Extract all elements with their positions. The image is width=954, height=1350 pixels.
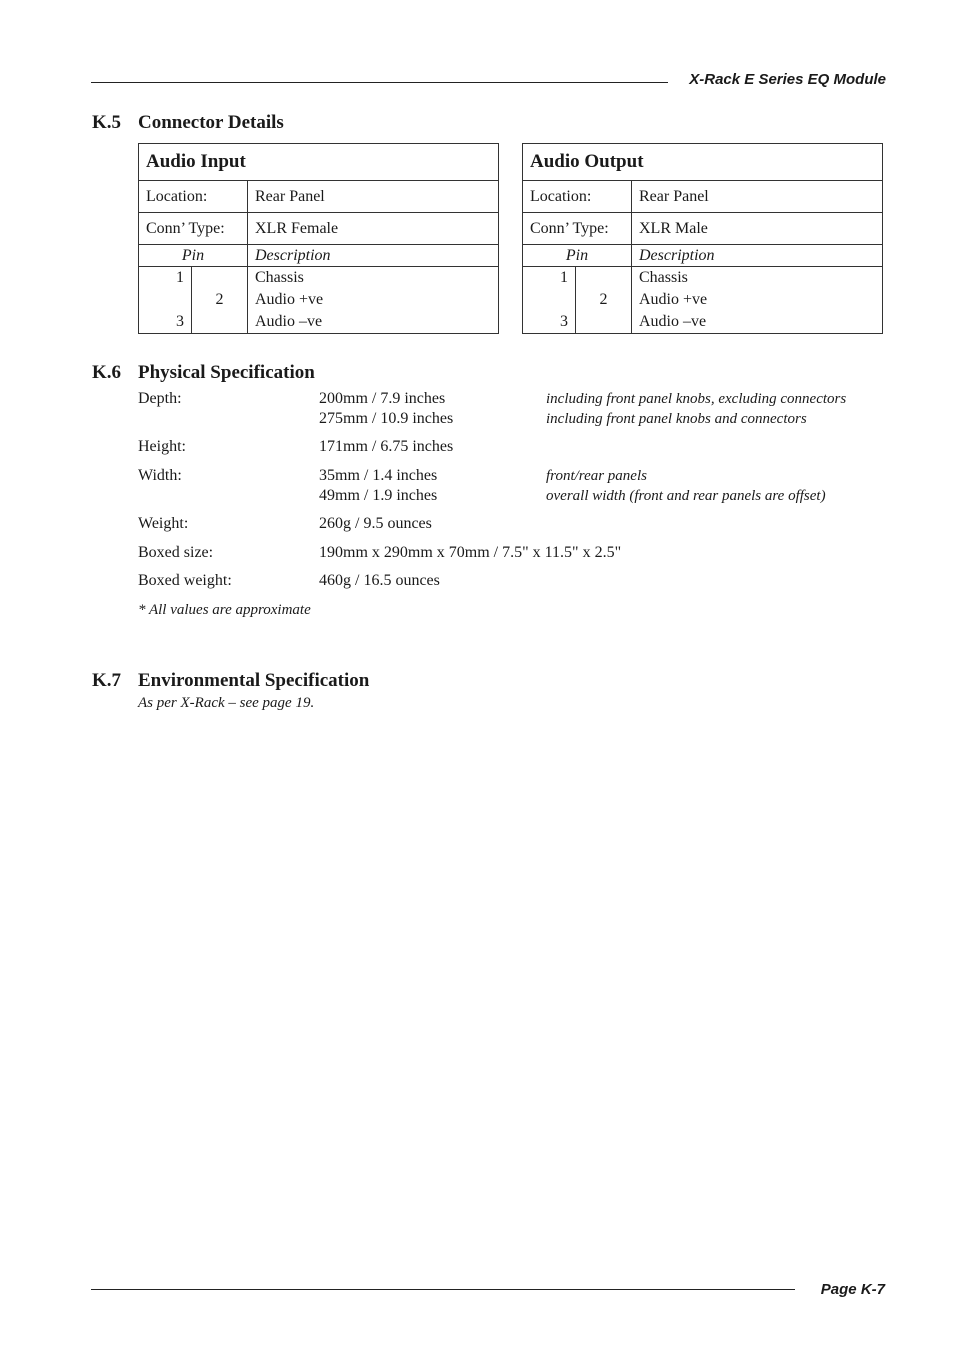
- description-header: Description: [632, 245, 883, 267]
- conn-type-value: XLR Female: [248, 213, 499, 245]
- spec-note: including front panel knobs and connectors: [546, 411, 807, 427]
- audio-output-title: Audio Output: [523, 144, 883, 181]
- spec-value: 260g / 9.5 ounces: [319, 515, 432, 532]
- spec-label: Height:: [138, 438, 186, 455]
- section-number: K.6: [92, 362, 122, 383]
- environmental-note: As per X-Rack – see page 19.: [138, 695, 315, 711]
- audio-input-title: Audio Input: [139, 144, 499, 181]
- pin-numbers: [139, 267, 248, 334]
- pin-2: 2: [215, 291, 224, 308]
- spec-note: overall width (front and rear panels are offset): [546, 488, 826, 504]
- pin-header: Pin: [139, 245, 248, 267]
- section-title: Connector Details: [138, 112, 284, 133]
- conn-type-value: XLR Male: [632, 213, 883, 245]
- spec-label: Boxed size:: [138, 544, 214, 561]
- section-k5-heading: [92, 112, 284, 134]
- section-number: K.7: [92, 670, 122, 691]
- spec-label: Weight:: [138, 515, 189, 532]
- pin-header: Pin: [523, 245, 632, 267]
- header-title: X-Rack E Series EQ Module: [689, 71, 886, 88]
- spec-value: 35mm / 1.4 inches: [319, 467, 438, 484]
- audio-input-table: [138, 143, 499, 334]
- pin-3-desc: Audio –ve: [255, 313, 323, 330]
- pin-1: 1: [560, 269, 568, 286]
- spec-note: front/rear panels: [546, 468, 647, 484]
- pin-3: 3: [560, 313, 568, 330]
- description-header: Description: [248, 245, 499, 267]
- spec-label: Width:: [138, 467, 182, 484]
- spec-note: including front panel knobs, excluding connectors: [546, 391, 847, 407]
- location-label: Location:: [139, 181, 248, 213]
- pin-descriptions: [248, 267, 499, 334]
- section-number: K.5: [92, 112, 122, 133]
- audio-output-table: [522, 143, 883, 334]
- section-k7-heading: [92, 670, 369, 692]
- pin-1: 1: [176, 269, 184, 286]
- pin-1-desc: Chassis: [255, 269, 304, 286]
- spec-value: 460g / 16.5 ounces: [319, 572, 440, 589]
- spec-value: 200mm / 7.9 inches: [319, 390, 446, 407]
- section-title: Environmental Specification: [138, 670, 370, 691]
- spec-value: 171mm / 6.75 inches: [319, 438, 454, 455]
- pin-3-desc: Audio –ve: [639, 313, 707, 330]
- spec-label: Boxed weight:: [138, 572, 232, 589]
- spec-value: 49mm / 1.9 inches: [319, 487, 438, 504]
- page-number: Page K-7: [820, 1281, 885, 1298]
- spec-label: Depth:: [138, 390, 182, 407]
- pin-descriptions: [632, 267, 883, 334]
- conn-type-label: Conn’ Type:: [139, 213, 248, 245]
- header-rule: [91, 82, 668, 83]
- pin-2: 2: [599, 291, 608, 308]
- location-value: Rear Panel: [248, 181, 499, 213]
- spec-value: 275mm / 10.9 inches: [319, 410, 454, 427]
- pin-1-desc: Chassis: [639, 269, 688, 286]
- approximate-note: * All values are approximate: [138, 602, 311, 618]
- pin-3: 3: [176, 313, 184, 330]
- location-value: Rear Panel: [632, 181, 883, 213]
- conn-type-label: Conn’ Type:: [523, 213, 632, 245]
- spec-value: 190mm x 290mm x 70mm / 7.5" x 11.5" x 2.5": [319, 544, 622, 561]
- pin-numbers: [523, 267, 632, 334]
- pin-2-desc: Audio +ve: [255, 291, 324, 308]
- location-label: Location:: [523, 181, 632, 213]
- footer-rule: [91, 1289, 795, 1290]
- section-title: Physical Specification: [138, 362, 315, 383]
- section-k6-heading: [92, 362, 315, 384]
- pin-2-desc: Audio +ve: [639, 291, 708, 308]
